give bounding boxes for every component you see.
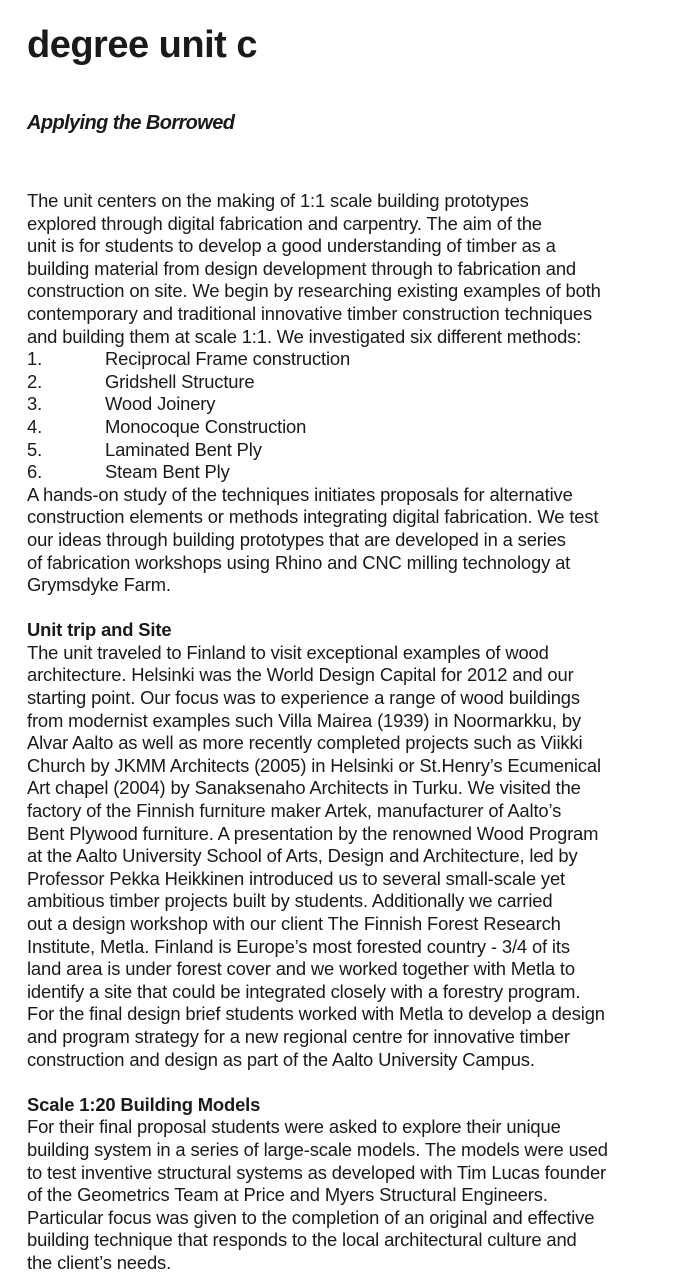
document-body	[27, 190, 667, 1275]
text-line: building technique that responds to the local architectural culture and	[27, 1229, 577, 1251]
text-line: building material from design development through to fabrication and	[27, 257, 577, 279]
section-heading-trip: Unit trip and Site	[27, 619, 172, 641]
methods-list	[27, 348, 667, 484]
text-line: at the Aalto University School of Arts, Design and Architecture, led by	[27, 845, 578, 867]
text-line: starting point. Our focus was to experience a range of wood buildings	[27, 687, 580, 709]
list-label: Steam Bent Ply	[105, 461, 230, 483]
text-line: Alvar Aalto as well as more recently completed projects such as Viikki	[27, 732, 583, 754]
list-item	[27, 348, 667, 371]
list-item	[27, 416, 667, 439]
section-heading-models: Scale 1:20 Building Models	[27, 1093, 261, 1115]
list-label: Laminated Bent Ply	[105, 438, 262, 460]
text-line: architecture. Helsinki was the World Design Capital for 2012 and our	[27, 664, 574, 686]
page-subtitle: Applying the Borrowed	[27, 112, 235, 134]
text-line: the client’s needs.	[27, 1251, 172, 1273]
list-item	[27, 371, 667, 394]
text-line: building system in a series of large-scale models. The models were used	[27, 1138, 608, 1160]
text-line: For their final proposal students were asked to explore their unique	[27, 1116, 561, 1138]
list-item	[27, 461, 667, 484]
text-line: The unit traveled to Finland to visit exceptional examples of wood	[27, 641, 549, 663]
text-line: our ideas through building prototypes that are developed in a series	[27, 528, 566, 550]
text-line: identify a site that could be integrated closely with a forestry program.	[27, 980, 581, 1002]
list-item	[27, 393, 667, 416]
paragraph-gap	[27, 597, 667, 620]
text-line: Institute, Metla. Finland is Europe’s most forested country - 3/4 of its	[27, 935, 570, 957]
text-line: A hands-on study of the techniques initiates proposals for alternative	[27, 483, 573, 505]
list-item	[27, 439, 667, 462]
text-line: out a design workshop with our client The Finnish Forest Research	[27, 913, 561, 934]
text-line: contemporary and traditional innovative timber construction techniques	[27, 302, 593, 324]
text-line: Professor Pekka Heikkinen introduced us to several small-scale yet	[27, 867, 565, 889]
text-line: factory of the Finnish furniture maker Artek, manufacturer of Aalto’s	[27, 800, 562, 822]
list-label: Wood Joinery	[105, 393, 216, 415]
text-line: of the Geometrics Team at Price and Myers Structural Engineers.	[27, 1184, 548, 1206]
text-line: For the final design brief students worked with Metla to develop a design	[27, 1003, 605, 1025]
text-line: Particular focus was given to the completion of an original and effective	[27, 1206, 595, 1228]
list-number: 2.	[27, 370, 43, 392]
text-line: from modernist examples such Villa Mairea (1939) in Noormarkku, by	[27, 709, 581, 731]
text-line: Art chapel (2004) by Sanaksenaho Architects in Turku. We visited the	[27, 777, 581, 799]
text-line: construction and design as part of the Aalto University Campus.	[27, 1048, 535, 1070]
list-number: 5.	[27, 438, 43, 460]
text-line: Grymsdyke Farm.	[27, 574, 171, 596]
text-line: unit is for students to develop a good understanding of timber as a	[27, 235, 556, 257]
text-line: land area is under forest cover and we worked together with Metla to	[27, 958, 575, 980]
list-number: 4.	[27, 415, 43, 437]
paragraph-gap	[27, 1071, 667, 1094]
list-label: Reciprocal Frame construction	[105, 348, 351, 370]
text-line: of fabrication workshops using Rhino and CNC milling technology at	[27, 551, 571, 573]
text-line: Church by JKMM Architects (2005) in Helsinki or St.Henry’s Ecumenical	[27, 754, 601, 776]
text-line: The unit centers on the making of 1:1 scale building prototypes	[27, 190, 529, 211]
page-title: degree unit c	[27, 24, 257, 66]
text-line: to test inventive structural systems as developed with Tim Lucas founder	[27, 1161, 607, 1183]
text-line: construction elements or methods integrating digital fabrication. We test	[27, 506, 599, 528]
text-line: ambitious timber projects built by students. Additionally we carried	[27, 890, 553, 912]
text-line: explored through digital fabrication and carpentry. The aim of the	[27, 212, 542, 234]
text-line: and building them at scale 1:1. We investigated six different methods:	[27, 325, 582, 347]
list-number: 6.	[27, 461, 43, 483]
list-number: 3.	[27, 393, 43, 415]
list-number: 1.	[27, 348, 43, 370]
list-label: Monocoque Construction	[105, 415, 307, 437]
text-line: construction on site. We begin by researching existing examples of both	[27, 280, 601, 302]
list-label: Gridshell Structure	[105, 370, 255, 392]
text-line: Bent Plywood furniture. A presentation by the renowned Wood Program	[27, 822, 599, 844]
text-line: and program strategy for a new regional centre for innovative timber	[27, 1025, 570, 1047]
